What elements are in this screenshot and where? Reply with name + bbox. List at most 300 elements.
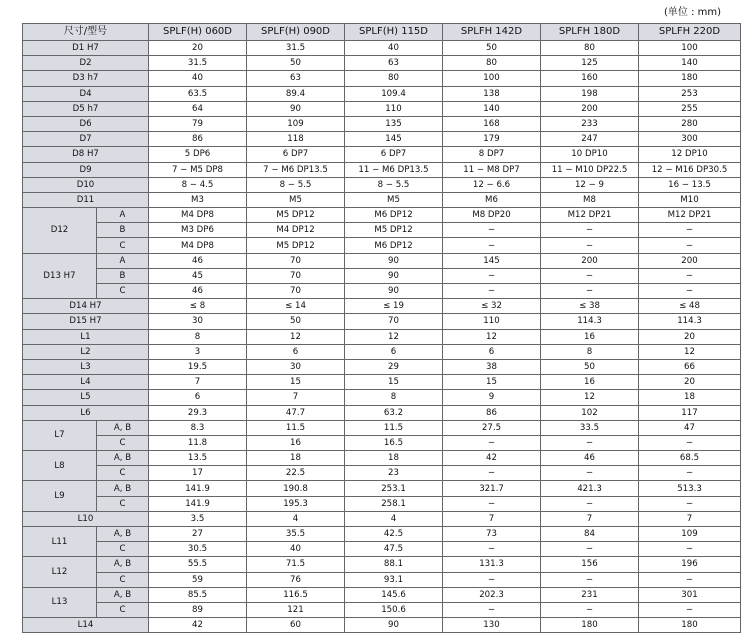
table-row	[23, 511, 741, 526]
table-row	[23, 481, 741, 496]
table-cell: 6	[443, 344, 541, 359]
table-row	[23, 618, 741, 633]
table-cell: 4	[247, 511, 345, 526]
table-row	[23, 405, 741, 420]
table-row	[23, 56, 741, 71]
table-cell: M5 DP12	[247, 238, 345, 253]
table-cell: M12 DP21	[639, 208, 741, 223]
table-cell: 42	[443, 451, 541, 466]
table-cell: −	[639, 466, 741, 481]
table-cell: ≤ 32	[443, 299, 541, 314]
table-cell: 46	[541, 451, 639, 466]
row-label: D9	[23, 162, 149, 177]
table-cell: 18	[345, 451, 443, 466]
table-cell: −	[541, 466, 639, 481]
row-sublabel: C	[97, 435, 149, 450]
table-cell: M8	[541, 192, 639, 207]
table-row	[23, 223, 741, 238]
table-row	[23, 602, 741, 617]
row-sublabel: C	[97, 284, 149, 299]
table-cell: 18	[639, 390, 741, 405]
table-cell: 40	[345, 41, 443, 56]
row-label: D11	[23, 192, 149, 207]
table-cell: 40	[247, 542, 345, 557]
table-cell: 8 DP7	[443, 147, 541, 162]
table-cell: M4 DP12	[247, 223, 345, 238]
row-sublabel: A, B	[97, 481, 149, 496]
table-cell: 90	[345, 618, 443, 633]
table-row	[23, 238, 741, 253]
table-cell: 160	[541, 71, 639, 86]
table-cell: −	[541, 223, 639, 238]
table-cell: 73	[443, 527, 541, 542]
table-cell: 15	[345, 375, 443, 390]
table-cell: 233	[541, 116, 639, 131]
table-cell: ≤ 38	[541, 299, 639, 314]
row-label: D10	[23, 177, 149, 192]
row-label: L14	[23, 618, 149, 633]
table-cell: ≤ 19	[345, 299, 443, 314]
row-sublabel: A, B	[97, 527, 149, 542]
table-cell: 15	[247, 375, 345, 390]
table-cell: 70	[247, 253, 345, 268]
table-cell: 7	[149, 375, 247, 390]
table-row	[23, 192, 741, 207]
table-cell: 47	[639, 420, 741, 435]
table-cell: 100	[639, 41, 741, 56]
table-cell: 70	[247, 284, 345, 299]
table-cell: 253	[639, 86, 741, 101]
table-row	[23, 587, 741, 602]
row-label: L8	[23, 451, 97, 481]
table-cell: 16 − 13.5	[639, 177, 741, 192]
table-cell: 11 − M8 DP7	[443, 162, 541, 177]
table-cell: 42.5	[345, 527, 443, 542]
table-row	[23, 177, 741, 192]
table-cell: 130	[443, 618, 541, 633]
table-cell: M5	[345, 192, 443, 207]
table-cell: −	[541, 542, 639, 557]
table-cell: 20	[149, 41, 247, 56]
table-cell: −	[639, 572, 741, 587]
table-cell: 247	[541, 132, 639, 147]
table-cell: 198	[541, 86, 639, 101]
table-cell: 18	[247, 451, 345, 466]
table-cell: 118	[247, 132, 345, 147]
table-cell: 76	[247, 572, 345, 587]
table-row	[23, 268, 741, 283]
table-cell: −	[443, 602, 541, 617]
row-label: L2	[23, 344, 149, 359]
table-cell: 70	[247, 268, 345, 283]
table-cell: M12 DP21	[541, 208, 639, 223]
table-row	[23, 147, 741, 162]
row-sublabel: A	[97, 253, 149, 268]
table-cell: 47.5	[345, 542, 443, 557]
header-220d: SPLFH 220D	[639, 24, 741, 41]
table-cell: 7	[443, 511, 541, 526]
table-cell: 180	[541, 618, 639, 633]
row-label: L6	[23, 405, 149, 420]
table-cell: 11.5	[345, 420, 443, 435]
table-cell: 80	[345, 71, 443, 86]
row-label: L11	[23, 527, 97, 557]
row-sublabel: C	[97, 466, 149, 481]
row-label: L10	[23, 511, 149, 526]
table-cell: 8	[149, 329, 247, 344]
table-cell: 47.7	[247, 405, 345, 420]
table-cell: 110	[345, 101, 443, 116]
row-sublabel: B	[97, 223, 149, 238]
table-cell: 16.5	[345, 435, 443, 450]
table-cell: 70	[345, 314, 443, 329]
table-cell: 38	[443, 359, 541, 374]
table-cell: 8 − 5.5	[345, 177, 443, 192]
table-cell: ≤ 48	[639, 299, 741, 314]
table-cell: 30	[247, 359, 345, 374]
table-cell: 15	[443, 375, 541, 390]
row-sublabel: C	[97, 496, 149, 511]
table-row	[23, 390, 741, 405]
table-cell: 46	[149, 253, 247, 268]
table-cell: 7	[639, 511, 741, 526]
table-cell: 90	[345, 268, 443, 283]
table-cell: 140	[443, 101, 541, 116]
table-cell: 12	[443, 329, 541, 344]
table-cell: −	[639, 542, 741, 557]
table-cell: 117	[639, 405, 741, 420]
row-label: D3 h7	[23, 71, 149, 86]
row-label: L9	[23, 481, 97, 511]
table-cell: 6	[149, 390, 247, 405]
table-cell: −	[541, 572, 639, 587]
table-cell: 168	[443, 116, 541, 131]
table-row	[23, 132, 741, 147]
table-cell: M10	[639, 192, 741, 207]
table-cell: 13.5	[149, 451, 247, 466]
table-cell: 421.3	[541, 481, 639, 496]
table-cell: 8 − 4.5	[149, 177, 247, 192]
table-cell: 29	[345, 359, 443, 374]
table-row	[23, 542, 741, 557]
table-cell: 42	[149, 618, 247, 633]
table-cell: 301	[639, 587, 741, 602]
table-cell: 300	[639, 132, 741, 147]
table-cell: 280	[639, 116, 741, 131]
table-cell: 93.1	[345, 572, 443, 587]
row-label: D12	[23, 208, 97, 254]
table-cell: 80	[443, 56, 541, 71]
table-cell: −	[443, 268, 541, 283]
table-cell: −	[639, 238, 741, 253]
table-cell: ≤ 8	[149, 299, 247, 314]
table-cell: 17	[149, 466, 247, 481]
table-cell: 11.5	[247, 420, 345, 435]
table-cell: 6 DP7	[247, 147, 345, 162]
table-cell: 131.3	[443, 557, 541, 572]
table-cell: 8	[345, 390, 443, 405]
table-cell: 86	[149, 132, 247, 147]
table-cell: 7	[541, 511, 639, 526]
table-cell: 63	[345, 56, 443, 71]
table-cell: 180	[639, 618, 741, 633]
table-cell: 19.5	[149, 359, 247, 374]
table-cell: −	[639, 268, 741, 283]
table-cell: 135	[345, 116, 443, 131]
table-cell: −	[443, 466, 541, 481]
table-cell: 84	[541, 527, 639, 542]
table-row	[23, 527, 741, 542]
row-sublabel: C	[97, 542, 149, 557]
table-cell: 20	[639, 329, 741, 344]
table-cell: 89	[149, 602, 247, 617]
table-cell: 145	[443, 253, 541, 268]
table-row	[23, 359, 741, 374]
table-cell: −	[541, 238, 639, 253]
table-cell: 11.8	[149, 435, 247, 450]
table-cell: 50	[247, 314, 345, 329]
table-cell: 16	[541, 375, 639, 390]
table-cell: 22.5	[247, 466, 345, 481]
table-row	[23, 116, 741, 131]
table-cell: 116.5	[247, 587, 345, 602]
row-label: L12	[23, 557, 97, 587]
row-sublabel: A, B	[97, 587, 149, 602]
table-cell: 8 − 5.5	[247, 177, 345, 192]
table-cell: 12	[247, 329, 345, 344]
table-cell: −	[541, 268, 639, 283]
table-cell: 12	[345, 329, 443, 344]
header-180d: SPLFH 180D	[541, 24, 639, 41]
table-cell: 50	[247, 56, 345, 71]
table-cell: 33.5	[541, 420, 639, 435]
row-label: L5	[23, 390, 149, 405]
table-cell: 86	[443, 405, 541, 420]
header-142d: SPLFH 142D	[443, 24, 541, 41]
table-cell: 45	[149, 268, 247, 283]
table-cell: 195.3	[247, 496, 345, 511]
table-cell: 71.5	[247, 557, 345, 572]
table-cell: 513.3	[639, 481, 741, 496]
table-row	[23, 329, 741, 344]
table-cell: 179	[443, 132, 541, 147]
table-row	[23, 208, 741, 223]
table-cell: 55.5	[149, 557, 247, 572]
table-cell: 321.7	[443, 481, 541, 496]
table-cell: 200	[639, 253, 741, 268]
table-cell: 3.5	[149, 511, 247, 526]
table-cell: 255	[639, 101, 741, 116]
table-cell: 6 DP7	[345, 147, 443, 162]
row-label: D2	[23, 56, 149, 71]
table-cell: 102	[541, 405, 639, 420]
spec-table	[22, 23, 741, 633]
table-row	[23, 71, 741, 86]
table-cell: 140	[639, 56, 741, 71]
table-cell: 202.3	[443, 587, 541, 602]
table-cell: 29.3	[149, 405, 247, 420]
table-cell: 150.6	[345, 602, 443, 617]
table-cell: 196	[639, 557, 741, 572]
table-cell: 80	[541, 41, 639, 56]
table-cell: 6	[345, 344, 443, 359]
table-cell: M4 DP8	[149, 208, 247, 223]
table-cell: 12 − 6.6	[443, 177, 541, 192]
table-cell: 63.5	[149, 86, 247, 101]
table-cell: 253.1	[345, 481, 443, 496]
row-label: D14 H7	[23, 299, 149, 314]
table-cell: ≤ 14	[247, 299, 345, 314]
table-row	[23, 496, 741, 511]
table-cell: 31.5	[149, 56, 247, 71]
table-row	[23, 101, 741, 116]
table-cell: −	[639, 284, 741, 299]
table-cell: M5 DP12	[345, 223, 443, 238]
table-cell: 11 − M6 DP13.5	[345, 162, 443, 177]
table-cell: M5	[247, 192, 345, 207]
table-cell: M6 DP12	[345, 208, 443, 223]
table-cell: −	[639, 223, 741, 238]
table-cell: −	[639, 435, 741, 450]
header-090d: SPLF(H) 090D	[247, 24, 345, 41]
table-row	[23, 344, 741, 359]
table-cell: −	[443, 542, 541, 557]
table-cell: −	[443, 284, 541, 299]
table-cell: 4	[345, 511, 443, 526]
table-cell: 23	[345, 466, 443, 481]
table-cell: 109.4	[345, 86, 443, 101]
table-cell: 16	[541, 329, 639, 344]
table-cell: 20	[639, 375, 741, 390]
table-cell: 258.1	[345, 496, 443, 511]
table-cell: −	[443, 435, 541, 450]
row-label: L4	[23, 375, 149, 390]
row-sublabel: B	[97, 268, 149, 283]
table-cell: M4 DP8	[149, 238, 247, 253]
table-cell: 7	[247, 390, 345, 405]
table-row	[23, 41, 741, 56]
table-cell: 88.1	[345, 557, 443, 572]
table-cell: 145.6	[345, 587, 443, 602]
header-115d: SPLF(H) 115D	[345, 24, 443, 41]
row-sublabel: C	[97, 602, 149, 617]
table-row	[23, 420, 741, 435]
table-cell: M3	[149, 192, 247, 207]
table-cell: −	[443, 223, 541, 238]
row-label: D7	[23, 132, 149, 147]
table-cell: −	[443, 496, 541, 511]
table-cell: 109	[247, 116, 345, 131]
table-cell: M3 DP6	[149, 223, 247, 238]
header-dimension: 尺寸/型号	[23, 24, 149, 41]
row-sublabel: A, B	[97, 451, 149, 466]
table-cell: 125	[541, 56, 639, 71]
table-row	[23, 253, 741, 268]
header-row	[23, 24, 741, 41]
table-cell: −	[443, 238, 541, 253]
table-cell: −	[541, 602, 639, 617]
table-cell: −	[639, 496, 741, 511]
table-cell: 100	[443, 71, 541, 86]
table-cell: M8 DP20	[443, 208, 541, 223]
table-cell: 12	[541, 390, 639, 405]
row-label: L13	[23, 587, 97, 617]
table-cell: 27.5	[443, 420, 541, 435]
row-label: D4	[23, 86, 149, 101]
table-cell: 30.5	[149, 542, 247, 557]
table-cell: 63.2	[345, 405, 443, 420]
table-cell: 9	[443, 390, 541, 405]
row-sublabel: C	[97, 238, 149, 253]
table-cell: 35.5	[247, 527, 345, 542]
row-label: L3	[23, 359, 149, 374]
table-cell: 231	[541, 587, 639, 602]
table-cell: 12 DP10	[639, 147, 741, 162]
table-row	[23, 284, 741, 299]
row-sublabel: A	[97, 208, 149, 223]
table-cell: −	[639, 602, 741, 617]
table-row	[23, 299, 741, 314]
table-body	[23, 41, 741, 633]
row-label: D15 H7	[23, 314, 149, 329]
table-cell: 12 − M16 DP30.5	[639, 162, 741, 177]
table-cell: 114.3	[639, 314, 741, 329]
table-cell: 46	[149, 284, 247, 299]
table-cell: −	[443, 572, 541, 587]
table-row	[23, 162, 741, 177]
table-cell: 5 DP6	[149, 147, 247, 162]
table-cell: 10 DP10	[541, 147, 639, 162]
table-cell: 6	[247, 344, 345, 359]
table-cell: −	[541, 435, 639, 450]
table-cell: 3	[149, 344, 247, 359]
table-row	[23, 86, 741, 101]
table-cell: 141.9	[149, 496, 247, 511]
table-cell: 180	[639, 71, 741, 86]
row-sublabel: A, B	[97, 557, 149, 572]
table-row	[23, 435, 741, 450]
table-cell: 12 − 9	[541, 177, 639, 192]
table-cell: 66	[639, 359, 741, 374]
table-cell: 145	[345, 132, 443, 147]
table-cell: 114.3	[541, 314, 639, 329]
table-cell: 8.3	[149, 420, 247, 435]
table-row	[23, 572, 741, 587]
table-cell: 79	[149, 116, 247, 131]
table-cell: 16	[247, 435, 345, 450]
table-cell: 141.9	[149, 481, 247, 496]
row-label: D8 H7	[23, 147, 149, 162]
table-cell: M6 DP12	[345, 238, 443, 253]
table-cell: M6	[443, 192, 541, 207]
table-cell: 60	[247, 618, 345, 633]
table-cell: 30	[149, 314, 247, 329]
table-cell: 90	[247, 101, 345, 116]
row-label: D5 h7	[23, 101, 149, 116]
header-060d: SPLF(H) 060D	[149, 24, 247, 41]
table-cell: 68.5	[639, 451, 741, 466]
table-cell: 11 − M10 DP22.5	[541, 162, 639, 177]
table-cell: 89.4	[247, 86, 345, 101]
table-cell: 121	[247, 602, 345, 617]
table-row	[23, 451, 741, 466]
table-cell: 110	[443, 314, 541, 329]
row-label: L7	[23, 420, 97, 450]
row-label: L1	[23, 329, 149, 344]
table-cell: 63	[247, 71, 345, 86]
table-cell: 156	[541, 557, 639, 572]
table-row	[23, 466, 741, 481]
